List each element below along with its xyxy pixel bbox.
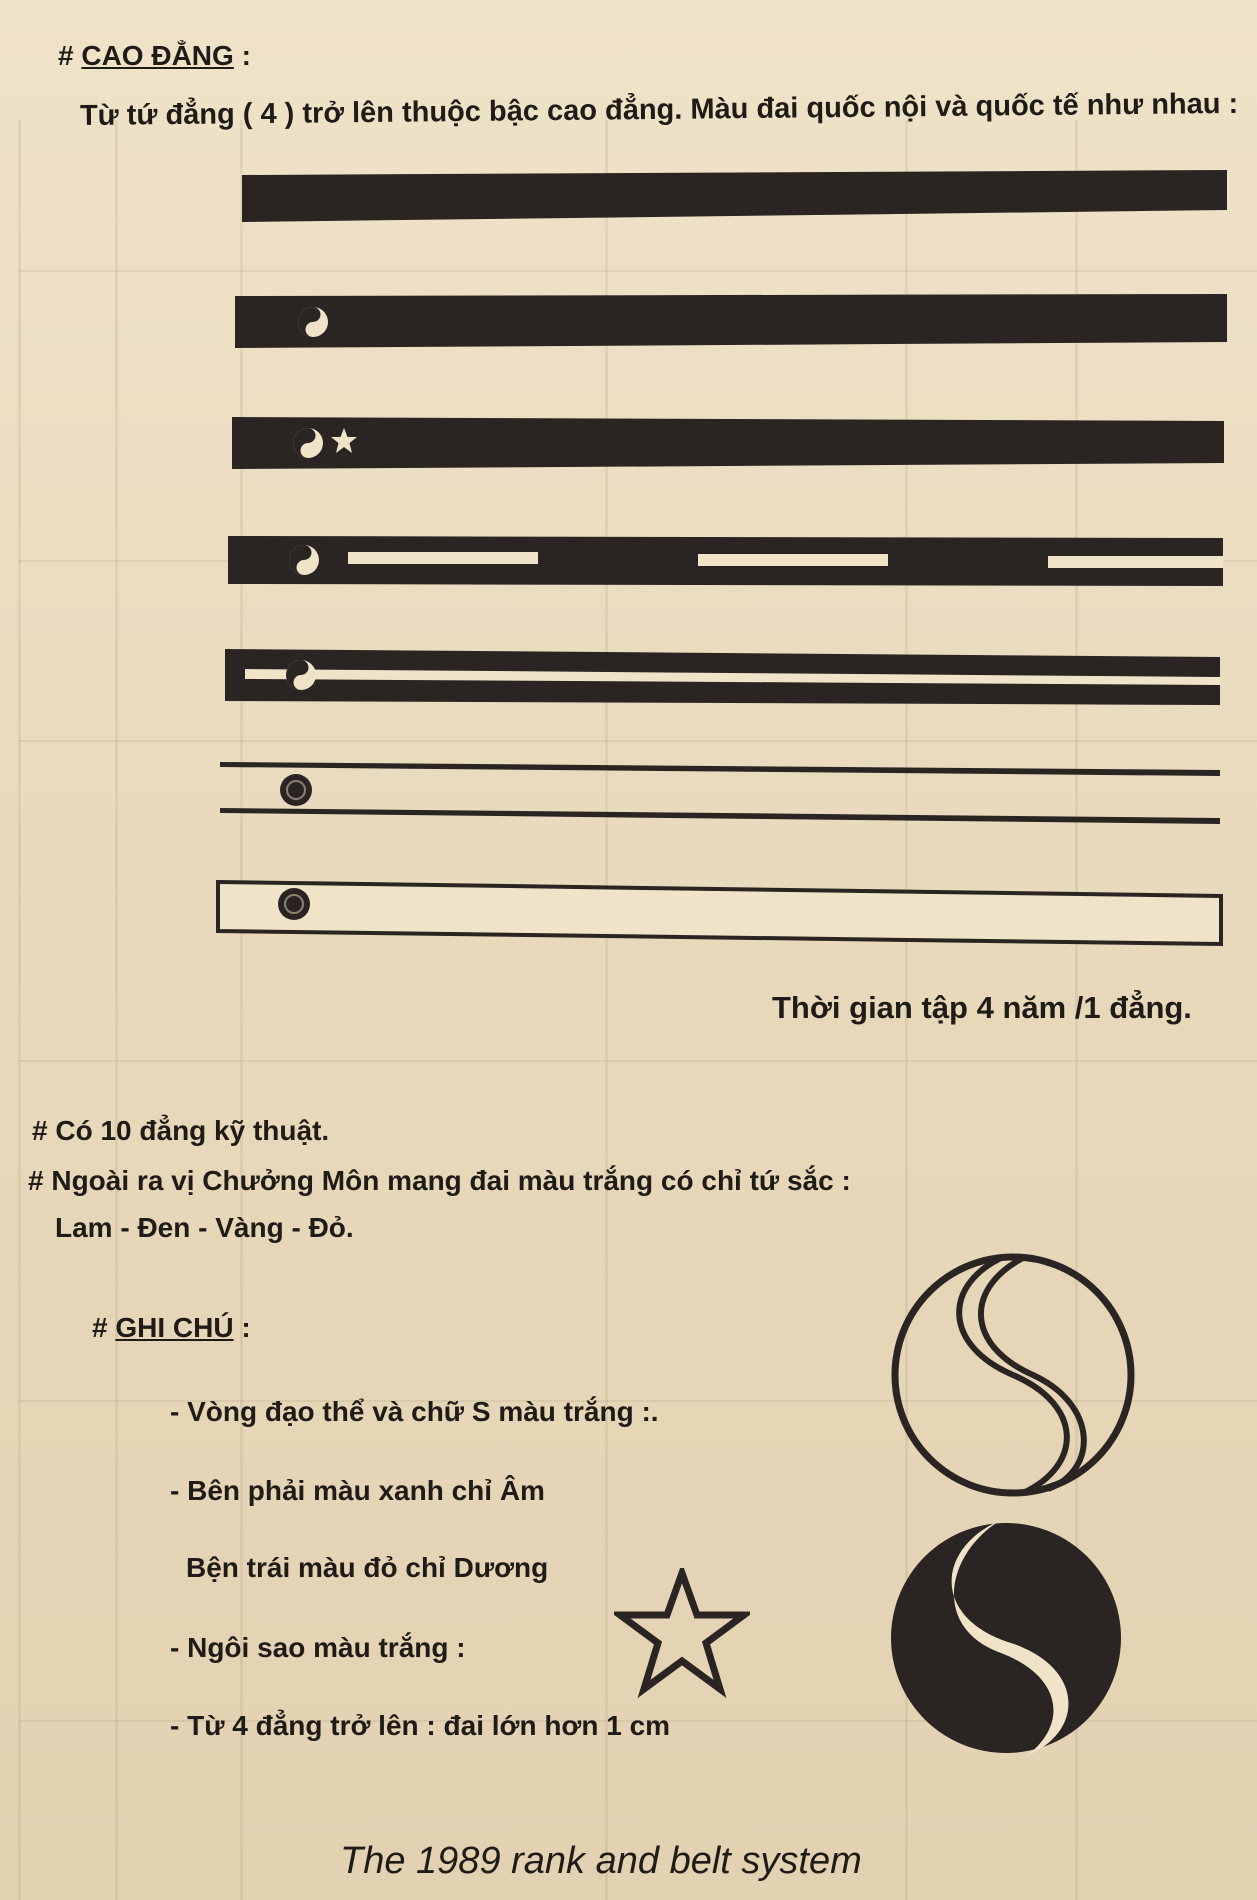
training-duration: Thời gian tập 4 năm /1 đẳng. [772,990,1192,1025]
legend-line-width: - Từ 4 đẳng trở lên : đai lớn hơn 1 cm [170,1710,671,1741]
legend-line-emblem: - Vòng đạo thể và chữ S màu trắng :. [170,1396,659,1427]
section-heading [58,40,251,72]
ghost-line [18,120,21,1900]
ghost-line [605,120,608,1900]
ghost-line [115,120,118,1900]
yin-yang-outline-icon [888,1250,1138,1505]
belt-black-white-stripes [228,534,1228,590]
belt-black-center-stripe [225,645,1225,707]
legend-line-red: Bện trái màu đỏ chỉ Dương [186,1552,549,1583]
yin-yang-filled-icon [886,1518,1126,1763]
belt-black-emblem [235,292,1230,350]
yin-yang-icon [278,888,310,920]
heading-suffix: : [233,40,251,71]
belt-black-emblem-star [232,415,1227,471]
legend-bullet: # [92,1312,108,1343]
note-master-belt [28,1165,851,1197]
star-outline-icon [614,1568,750,1703]
belt-black-emblem-star-graphic [232,415,1227,471]
ghost-line [18,1060,1257,1062]
figure-caption: The 1989 rank and belt system [340,1840,862,1882]
belt-black-white-stripes-graphic [228,534,1228,590]
ghost-line [18,270,1257,272]
note-dan-count [32,1115,329,1147]
note-text: Có 10 đẳng kỹ thuật. [55,1115,330,1146]
belt-plain-black [242,170,1227,222]
legend-line-star: - Ngôi sao màu trắng : [170,1632,466,1663]
note-text: Ngoài ra vị Chưởng Môn mang đai màu trắng có chỉ tứ sắc : [51,1165,851,1196]
belt-plain-black-graphic [242,170,1227,222]
intro-text: Từ tứ đẳng ( 4 ) trở lên thuộc bậc cao đẳng. Màu đai quốc nội và quốc tế như nhau : [79,87,1239,132]
belt-white-edged-graphic [220,756,1225,828]
belt-white-edged [220,756,1225,828]
belt-white-outlined [216,876,1226,948]
belt-black-center-stripe-graphic [225,645,1225,707]
yin-yang-icon [298,307,328,337]
legend-line-blue: - Bên phải màu xanh chỉ Âm [170,1475,545,1506]
belt-white-outlined-graphic [216,876,1226,948]
yin-yang-icon [280,774,312,806]
belt-black-emblem-graphic [235,292,1230,350]
yin-yang-icon [289,545,319,575]
ghost-line [18,740,1257,742]
legend-title-suffix: : [233,1312,251,1343]
note-bullet: # [28,1165,44,1196]
note-bullet: # [32,1115,48,1146]
note-master-colors: Lam - Đen - Vàng - Đỏ. [55,1212,354,1243]
yin-yang-icon [293,428,323,458]
heading-bullet: # [58,40,74,71]
heading-title: CAO ĐẲNG [81,40,234,71]
legend-heading [92,1312,251,1344]
legend-title: GHI CHÚ [115,1312,234,1343]
yin-yang-icon [286,660,316,690]
